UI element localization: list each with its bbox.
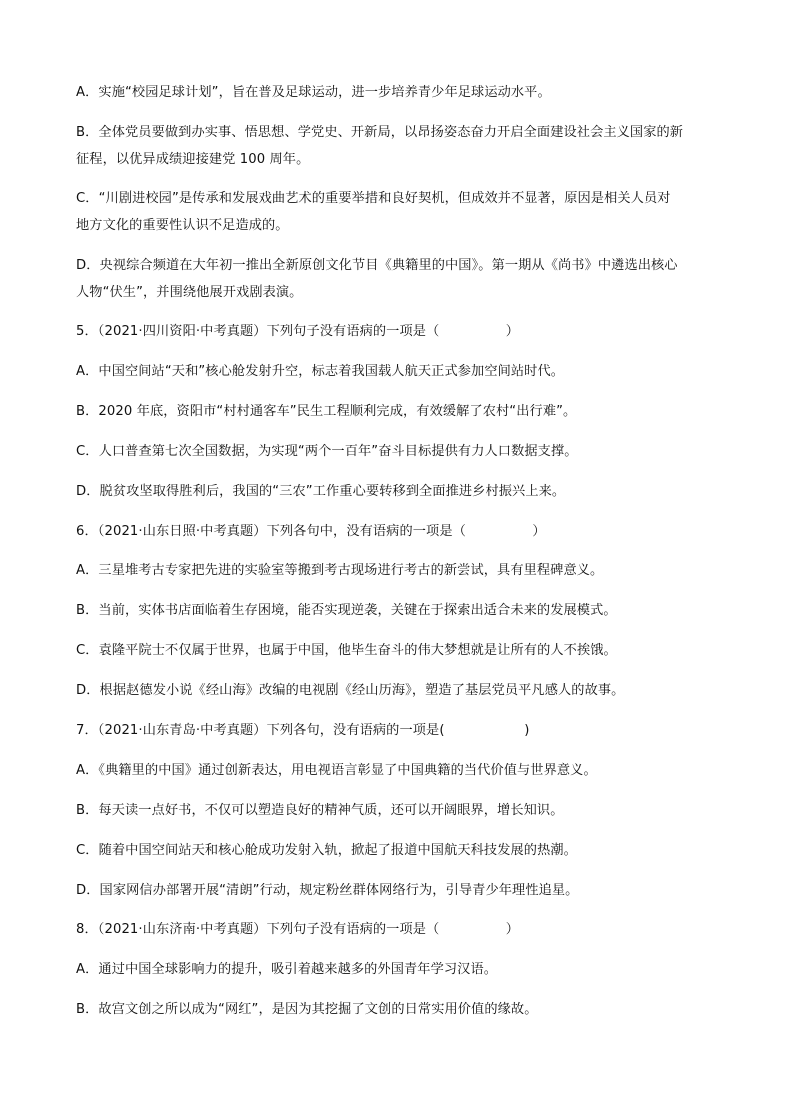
option-d-q5: D．脱贫攻坚取得胜利后，我国的“三农”工作重心要转移到全面推进乡村振兴上来。 xyxy=(76,484,566,499)
option-d-q4-line1: D．央视综合频道在大年初一推出全新原创文化节目《典籍里的中国》。第一期从《尚书》中遴选出核心 xyxy=(76,258,678,273)
question-8-stem: 8．（2021·山东济南·中考真题）下列句子没有语病的一项是（ ） xyxy=(76,922,520,937)
option-b-q4-line2: 征程，以优异成绩迎接建党 100 周年。 xyxy=(76,152,310,167)
option-b-q6: B．当前，实体书店面临着生存困境，能否实现逆袭，关键在于探索出适合未来的发展模式。 xyxy=(76,603,617,618)
option-b-q5: B．2020 年底，资阳市“村村通客车”民生工程顺利完成，有效缓解了农村“出行难”。 xyxy=(76,404,577,419)
option-b-q8: B．故宫文创之所以成为“网红”，是因为其挖掘了文创的日常实用价值的缘故。 xyxy=(76,1002,538,1017)
option-d-q4-line2: 人物“伏生”，并围绕他展开戏剧表演。 xyxy=(76,285,303,300)
option-a-q5: A．中国空间站“天和”核心舱发射升空，标志着我国载人航天正式参加空间站时代。 xyxy=(76,364,565,379)
option-a-q7: A．《典籍里的中国》通过创新表达，用电视语言彰显了中国典籍的当代价值与世界意义。 xyxy=(76,763,597,778)
option-c-q6: C．袁隆平院士不仅属于世界，也属于中国，他毕生奋斗的伟大梦想就是让所有的人不挨饿。 xyxy=(76,643,617,658)
option-c-q7: C．随着中国空间站天和核心舱成功发射入轨，掀起了报道中国航天科技发展的热潮。 xyxy=(76,843,577,858)
option-a-q6: A．三星堆考古专家把先进的实验室等搬到考古现场进行考古的新尝试，具有里程碑意义。 xyxy=(76,563,604,578)
option-a-q4: A．实施“校园足球计划”，旨在普及足球运动，进一步培养青少年足球运动水平。 xyxy=(76,85,551,100)
question-7-stem: 7．（2021·山东青岛·中考真题）下列各句，没有语病的一项是( ) xyxy=(76,723,530,738)
option-d-q7: D．国家网信办部署开展“清朗”行动，规定粉丝群体网络行为，引导青少年理性追星。 xyxy=(76,883,579,898)
question-5-stem: 5．（2021·四川资阳·中考真题）下列句子没有语病的一项是（ ） xyxy=(76,324,520,339)
option-c-q4-line1: C．“川剧进校园”是传承和发展戏曲艺术的重要举措和良好契机，但成效并不显著，原因是相关人员对 xyxy=(76,191,671,206)
option-b-q7: B．每天读一点好书，不仅可以塑造良好的精神气质，还可以开阔眼界，增长知识。 xyxy=(76,803,564,818)
option-a-q8: A．通过中国全球影响力的提升，吸引着越来越多的外国青年学习汉语。 xyxy=(76,962,498,977)
question-6-stem: 6．（2021·山东日照·中考真题）下列各句中，没有语病的一项是（ ） xyxy=(76,524,546,539)
option-d-q6: D．根据赵德发小说《经山海》改编的电视剧《经山历海》，塑造了基层党员平凡感人的故事。 xyxy=(76,683,625,698)
option-c-q5: C．人口普查第七次全国数据，为实现“两个一百年”奋斗目标提供有力人口数据支撑。 xyxy=(76,444,578,459)
option-b-q4-line1: B．全体党员要做到办实事、悟思想、学党史、开新局，以昂扬姿态奋力开启全面建设社会主义国家的新 xyxy=(76,125,684,140)
option-c-q4-line2: 地方文化的重要性认识不足造成的。 xyxy=(76,218,289,233)
